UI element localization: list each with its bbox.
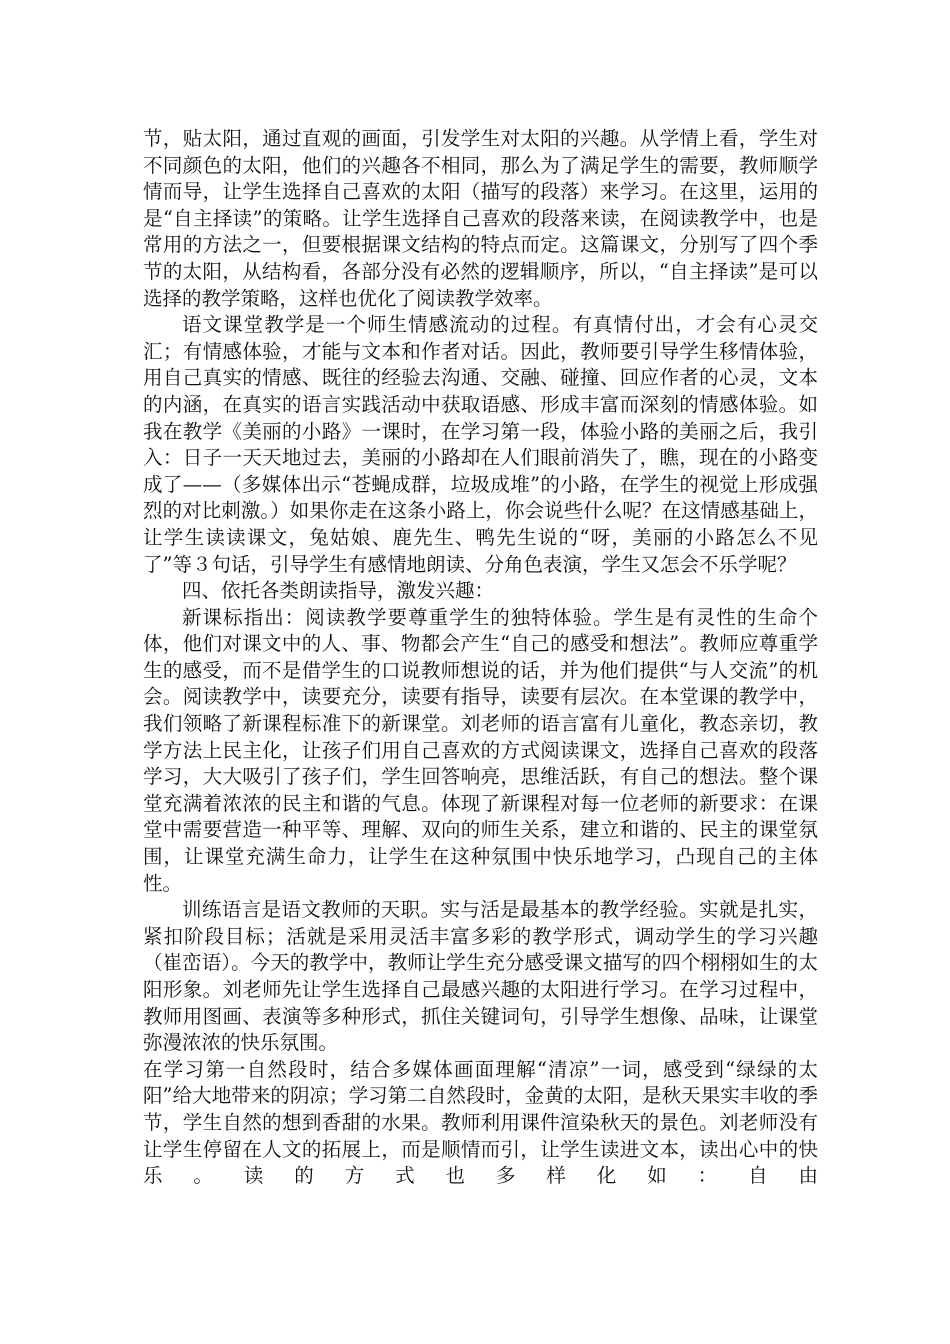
paragraph-1: 节，贴太阳，通过直观的画面，引发学生对太阳的兴趣。从学情上看，学生对不同颜色的太阳，他们的兴趣各不相同，那么为了满足学生的需要，教师顺学情而导，让学生选择自己喜欢的太阳（描写的段落）来学习。在这里，运用的是“自主择读”的策略。让学生选择自己喜欢的段落来读，在阅读教学中，也是常用的方法之一，但要根据课文结构的特点而定。这篇课文，分别写了四个季节的太阳，从结构看，各部分没有必然的逻辑顺序，所以，“自主择读”是可以选择的教学策略，这样也优化了阅读教学效率。 xyxy=(143,127,818,310)
paragraph-3: 新课标指出：阅读教学要尊重学生的独特体验。学生是有灵性的生命个体，他们对课文中的人、事、物都会产生“自己的感受和想法”。教师应尊重学生的感受，而不是借学生的口说教师想说的话，并为他们提供“与人交流”的机会。阅读教学中，读要充分，读要有指导，读要有层次。在本堂课的教学中，我们领略了新课程标准下的新课堂。刘老师的语言富有儿童化，教态亲切，教学方法上民主化，让孩子们用自己喜欢的方式阅读课文，选择自己喜欢的段落学习，大大吸引了孩子们，学生回答响亮，思维活跃，有自己的想法。整个课堂充满着浓浓的民主和谐的气息。体现了新课程对每一位老师的新要求：在课堂中需要营造一种平等、理解、双向的师生关系，建立和谐的、民主的课堂氛围，让课堂充满生命力，让学生在这种氛围中快乐地学习，凸现自己的主体性。 xyxy=(143,605,818,895)
paragraph-5: 在学习第一自然段时，结合多媒体画面理解“清凉”一词，感受到“绿绿的太阳”给大地带来的阴凉；学习第二自然段时，金黄的太阳，是秋天果实丰收的季节，学生自然的想到香甜的水果。教师利用课件渲染秋天的景色。刘老师没有让学生停留在人文的拓展上，而是顺情而引，让学生读进文本，读出心中的快乐。读的方式也多样化如：自由 xyxy=(143,1057,818,1188)
paragraph-4: 训练语言是语文教师的天职。实与活是最基本的教学经验。实就是扎实，紧扣阶段目标；活就是采用灵活丰富多彩的教学形式，调动学生的学习兴趣（崔峦语）。今天的教学中，教师让学生充分感受课文描写的四个栩栩如生的太阳形象。刘老师先让学生选择自己最感兴趣的太阳进行学习。在学习过程中，教师用图画、表演等多种形式，抓住关键词句，引导学生想像、品味，让课堂弥漫浓浓的快乐氛围。 xyxy=(143,898,818,1055)
section-heading: 四、依托各类朗读指导，激发兴趣： xyxy=(182,579,495,603)
document-body xyxy=(143,126,818,1190)
paragraph-2: 语文课堂教学是一个师生情感流动的过程。有真情付出，才会有心灵交汇；有情感体验，才能与文本和作者对话。因此，教师要引导学生移情体验，用自己真实的情感、既往的经验去沟通、交融、碰撞、回应作者的心灵，文本的内涵，在真实的语言实践活动中获取语感、形成丰富而深刻的情感体验。如我在教学《美丽的小路》一课时，在学习第一段，体验小路的美丽之后，我引入：日子一天天地过去，美丽的小路却在人们眼前消失了，瞧，现在的小路变成了——（多媒体出示“苍蝇成群，垃圾成堆”的小路，在学生的视觉上形成强烈的对比刺激。）如果你走在这条小路上，你会说些什么呢？在这情感基础上，让学生读读课文，兔姑娘、鹿先生、鸭先生说的“呀，美丽的小路怎么不见了”等３句话，引导学生有感情地朗读、分角色表演，学生又怎会不乐学呢？ xyxy=(143,313,818,576)
